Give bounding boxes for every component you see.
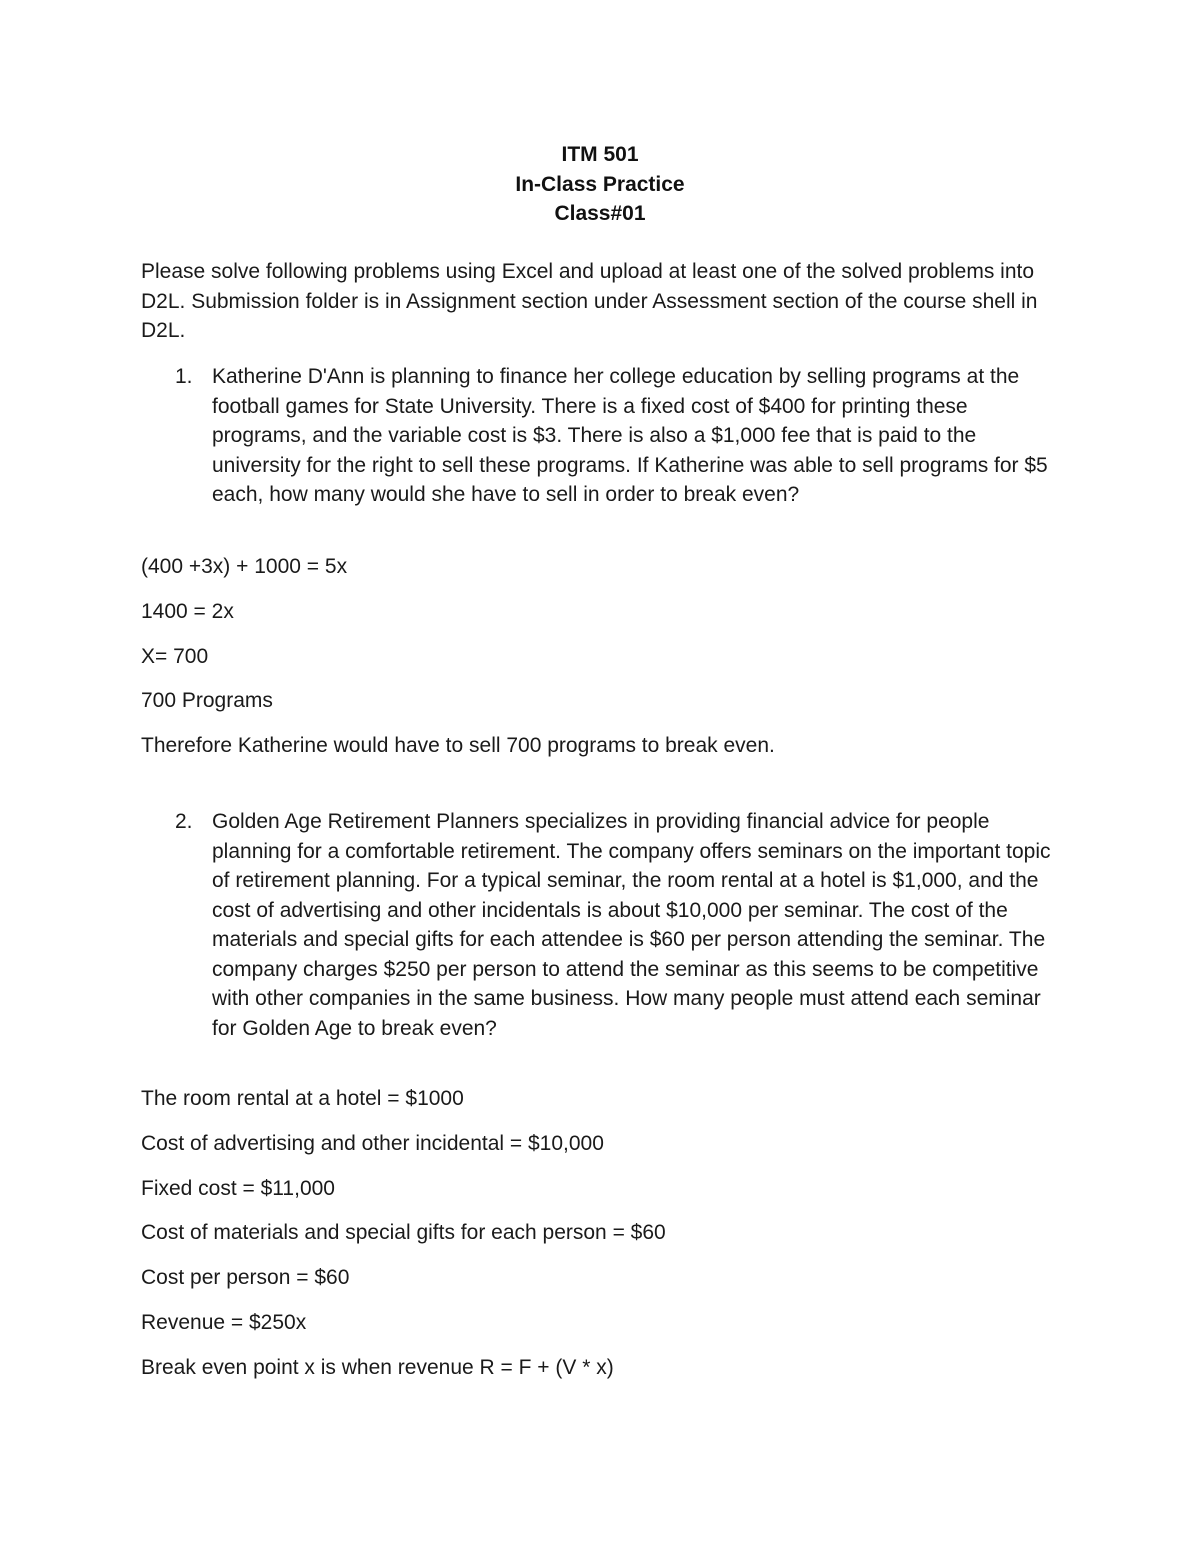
- solution-2-line-6: Revenue = $250x: [141, 1311, 307, 1334]
- course-title: ITM 501: [561, 143, 639, 166]
- problem-1-text: Katherine D'Ann is planning to finance her college education by selling programs at the football games for State University. There is a fixed cost of $400 for printing these programs, and the variable cost is $3. There is also a $1,000 fee that is paid to the university for the right to sell these programs. If Katherine was able to sell programs for $5 each, how many would she have to sell in order to break even?: [212, 365, 1048, 506]
- solution-2-line-1: The room rental at a hotel = $1000: [141, 1087, 464, 1110]
- problem-1-number: 1.: [175, 365, 193, 388]
- solution-2-line-2: Cost of advertising and other incidental = $10,000: [141, 1132, 604, 1155]
- solution-1-line-2: 1400 = 2x: [141, 600, 234, 623]
- problem-2-number: 2.: [175, 810, 193, 833]
- solution-1-line-3: X= 700: [141, 645, 209, 668]
- document-header: [0, 140, 1200, 229]
- class-label: Class#01: [554, 202, 646, 225]
- intro-paragraph: Please solve following problems using Excel and upload at least one of the solved problems into D2L. Submission folder is in Assignment section under Assessment section of the course shell in D2L.: [141, 260, 1038, 343]
- solution-2-line-3: Fixed cost = $11,000: [141, 1177, 335, 1200]
- solution-2-line-4: Cost of materials and special gifts for each person = $60: [141, 1221, 666, 1244]
- solution-2-line-7: Break even point x is when revenue R = F + (V * x): [141, 1356, 614, 1379]
- solution-2-line-5: Cost per person = $60: [141, 1266, 350, 1289]
- solution-1-line-4: 700 Programs: [141, 689, 273, 712]
- solution-1-conclusion: Therefore Katherine would have to sell 700 programs to break even.: [141, 734, 775, 757]
- problem-2-text: Golden Age Retirement Planners specializes in providing financial advice for people planning for a comfortable retirement. The company offers seminars on the important topic of retirement planning. For a typical seminar, the room rental at a hotel is $1,000, and the cost of advertising and other incidentals is about $10,000 per seminar. The cost of the materials and special gifts for each attendee is $60 per person attending the seminar. The company charges $250 per person to attend the seminar as this seems to be competitive with other companies in the same business. How many people must attend each seminar for Golden Age to break even?: [212, 810, 1051, 1040]
- solution-1-line-1: (400 +3x) + 1000 = 5x: [141, 555, 348, 578]
- document-subtitle: In-Class Practice: [515, 172, 685, 196]
